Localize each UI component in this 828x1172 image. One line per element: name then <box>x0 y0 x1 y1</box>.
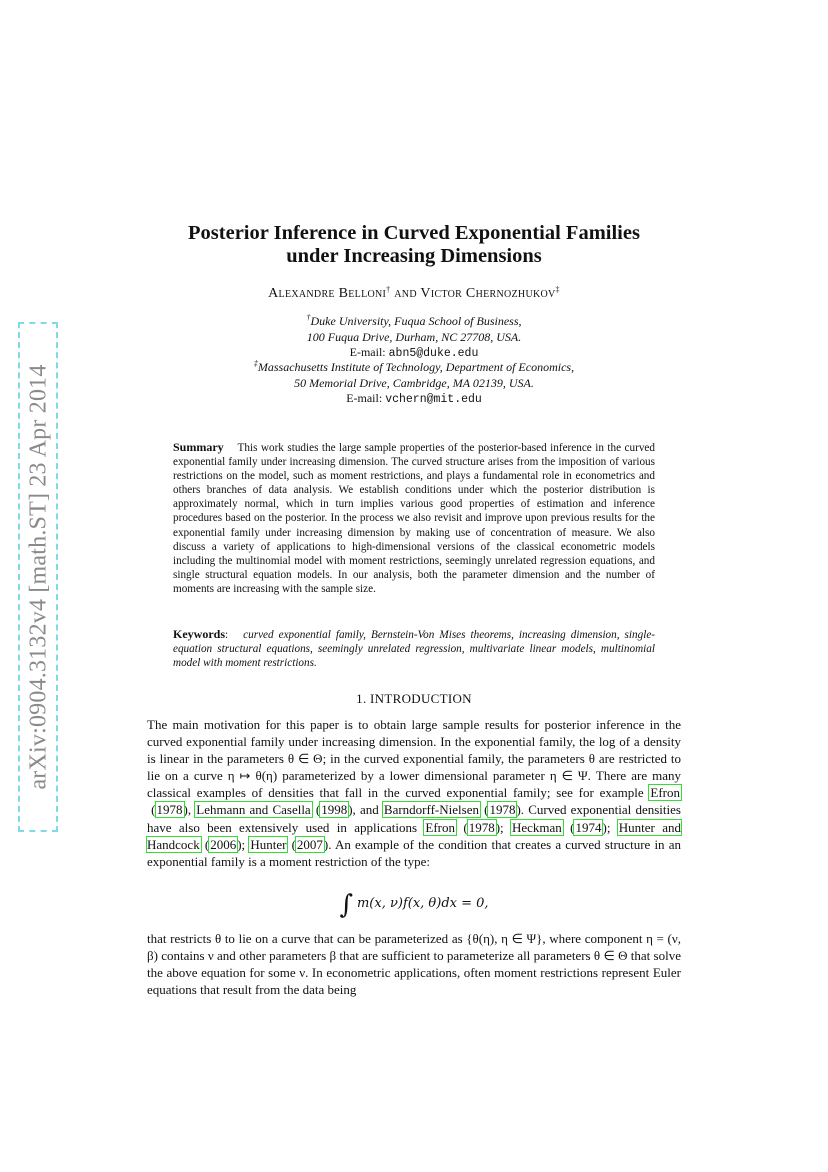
title-line-1: Posterior Inference in Curved Exponential Families <box>188 222 640 244</box>
affiliation-line: 100 Fuqua Drive, Durham, NC 27708, USA. <box>306 329 522 344</box>
affiliation-1 <box>100 314 728 362</box>
section-heading: 1. INTRODUCTION <box>356 691 472 706</box>
affiliation-line: 50 Memorial Drive, Cambridge, MA 02139, USA. <box>294 375 534 390</box>
body-text: ), and <box>348 802 383 818</box>
body-text: ( <box>287 836 296 852</box>
affiliation-2 <box>100 360 728 408</box>
body-text: ( <box>311 802 321 818</box>
affiliation-line: Duke University, Fuqua School of Business, <box>310 314 522 328</box>
title-line-2: under Increasing Dimensions <box>286 245 542 267</box>
integral-symbol: ∫ <box>339 890 353 920</box>
body-text: ), <box>183 802 196 818</box>
citation-link[interactable]: Lehmann and Casella <box>196 802 311 818</box>
author-conjunction: and <box>390 286 421 301</box>
body-text: ). Curved exponential densities have also been extensively used in applications <box>147 802 681 835</box>
moment-restriction-equation <box>100 890 728 920</box>
body-text: ). An example of the condition that creates a curved structure in an exponential family is a moment restriction of the type: <box>147 836 681 869</box>
body-text: ( <box>147 802 156 818</box>
author-list <box>100 286 728 302</box>
citation-link[interactable]: Hunter and Handcock <box>147 819 681 852</box>
keywords-block: Keywords: curved exponential family, Bernstein-Von Mises theorems, increasing dimension, single-equation structural equations, seemingly unrelated regression, multivariate linear models, multinomial model with moment restrictions. <box>173 627 656 670</box>
email-label: E-mail: <box>346 391 386 405</box>
keywords-label: Keywords <box>173 627 225 641</box>
keywords-text: curved exponential family, Bernstein-Von Mises theorems, increasing dimension, single-equation structural equations, seemingly unrelated regression, multivariate linear models, multinomial model with moment restrictions. <box>173 629 656 670</box>
email-link[interactable]: vchern@mit.edu <box>385 393 482 406</box>
author-mark: ‡ <box>555 285 560 294</box>
intro-paragraph <box>147 716 681 870</box>
body-text: ( <box>456 819 468 835</box>
body-text: ( <box>479 802 489 818</box>
paper-title <box>100 222 728 268</box>
author-mark: † <box>386 285 391 294</box>
citation-link[interactable]: Barndorff-Nielsen <box>383 802 479 818</box>
author-name: Victor Chernozhukov <box>420 286 556 301</box>
affiliation-mark: ‡ <box>253 359 258 368</box>
abstract-summary <box>173 440 655 596</box>
author-name: Alexandre Belloni <box>268 286 387 301</box>
citation-link[interactable]: Efron <box>425 819 455 835</box>
summary-text: This work studies the large sample properties of the posterior-based inference in the curved exponential family under increasing dimension. The curved structure arises from the imposition of various restrictions on the model, such as moment restrictions, and plays a fundamental role in econometrics and others branches of data analysis. We establish conditions under which the posterior distribution is approximately normal, which in turn implies various good properties of estimation and inference procedures based on the posterior. In the process we also revisit and improve upon previous results for the exponential family under increasing dimension by making use of concentration of measure. We also discuss a variety of applications to high-dimensional versions of the classical econometric models including the multinomial model with moment restrictions, seemingly unrelated regression equations, and single structural equation models. In our analysis, both the parameter dimension and the number of moments are increasing with the sample size. <box>173 442 655 595</box>
email-link[interactable]: abn5@duke.edu <box>388 347 479 360</box>
citation-year-link[interactable]: 1974 <box>575 819 602 835</box>
affiliation-mark: † <box>306 313 311 322</box>
body-text: The main motivation for this paper is to obtain large sample results for posterior inference in the curved exponential family under increasing dimension. In the exponential family, the log of a density is linear in the parameters θ ∈ Θ; in the curved exponential family, the parameters θ are restricted to lie on a curve η ↦ θ(η) parameterized by a lower dimensional parameter η ∈ Ψ. There are many classical examples of densities that fall in the curved exponential family; see for example <box>147 717 681 801</box>
citation-year-link[interactable]: 1978 <box>156 802 183 818</box>
email-label: E-mail: <box>349 345 389 359</box>
equation-body: m(x, ν)f(x, θ)dx = 0, <box>356 896 489 911</box>
citation-year-link[interactable]: 1978 <box>468 819 495 835</box>
citation-year-link[interactable]: 2006 <box>210 836 237 852</box>
body-text: ); <box>602 819 618 835</box>
body-text: ); <box>237 836 250 852</box>
arxiv-identifier: arXiv:0904.3132v4 [math.ST] 23 Apr 2014 <box>25 364 52 790</box>
body-text: ( <box>562 819 575 835</box>
citation-year-link[interactable]: 1978 <box>489 802 516 818</box>
citation-link[interactable]: Heckman <box>511 819 562 835</box>
citation-link[interactable]: Efron <box>650 785 680 801</box>
summary-label: Summary <box>173 440 224 454</box>
intro-paragraph-continued: that restricts θ to lie on a curve that can be parameterized as {θ(η), η ∈ Ψ}, where component η = (ν, β) contains ν and other parameters β that are sufficient to parameterize all parameters θ ∈ Θ that solve the above equation for some ν. In econometric applications, often moment restrictions represent Euler equations that result from the data being <box>147 931 681 998</box>
citation-year-link[interactable]: 2007 <box>296 836 323 852</box>
citation-link[interactable]: Hunter <box>250 836 287 852</box>
affiliation-line: Massachusetts Institute of Technology, Department of Economics, <box>257 360 575 374</box>
body-text: ); <box>495 819 511 835</box>
body-text: ( <box>200 836 210 852</box>
citation-year-link[interactable]: 1998 <box>321 802 348 818</box>
